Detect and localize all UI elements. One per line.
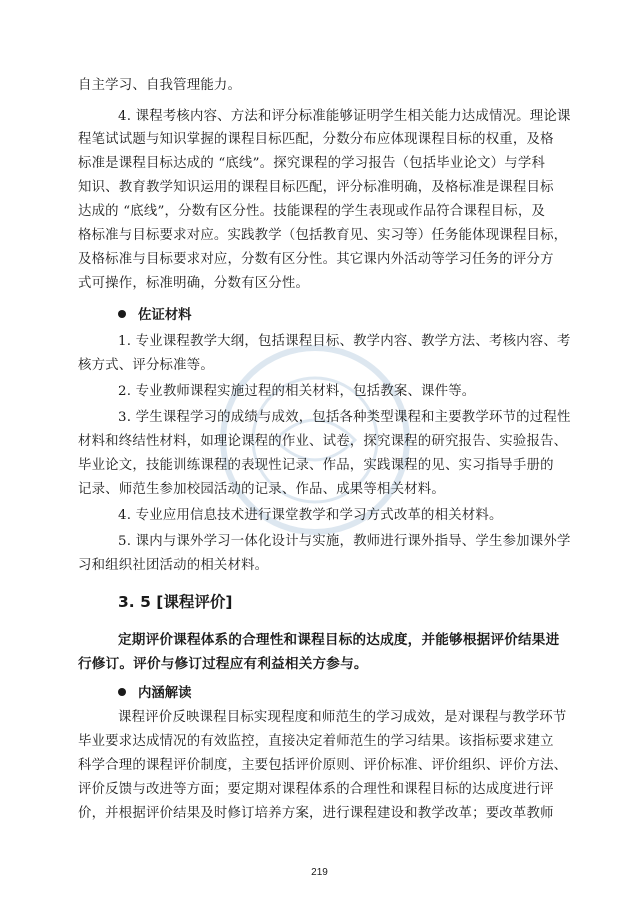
list-item: 2. 专业教师课程实施过程的相关材料，包括教案、课件等。 <box>118 384 476 399</box>
list-item: 5. 课内与课外学习一体化设计与实施，教师进行课外指导、学生参加课外学 <box>118 534 571 549</box>
text-line: 行修订。评价与修订过程应有利益相关方参与。 <box>78 656 368 672</box>
text-line: 定期评价课程体系的合理性和课程目标的达成度，并能够根据评价结果进 <box>118 632 560 648</box>
text-line: 习和组织社团活动的相关材料。 <box>78 558 269 573</box>
text-line: 记录、师范生参加校园活动的记录、作品、成果等相关材料。 <box>78 482 445 497</box>
text-line: 材料和终结性材料，如理论课程的作业、试卷，探究课程的研究报告、实验报告、 <box>78 434 568 449</box>
bullet-dot-icon <box>118 310 126 318</box>
text-line: 评价反馈与改进等方面；要定期对课程体系的合理性和课程目标的达成度进行评 <box>78 782 554 797</box>
text-line: 格标准与目标要求对应。实践教学（包括教育见、实习等）任务能体现课程目标， <box>78 228 568 243</box>
evidence-heading: 佐证材料 <box>118 305 192 325</box>
text-line: 课程评价反映课程目标实现程度和师范生的学习成效，是对课程与教学环节 <box>118 710 567 725</box>
text-line: 标准是课程目标达成的 “底线”。探究课程的学习报告（包括毕业论文）与学科 <box>78 156 546 171</box>
text-line: 式可操作，标准明确，分数有区分性。 <box>78 276 310 291</box>
text-line: 核方式、评分标准等。 <box>78 358 214 373</box>
text-line: 价，并根据评价结果及时修订培养方案，进行课程建设和教学改革；要改革教师 <box>78 806 554 821</box>
text-line: 及格标准与目标要求对应，分数有区分性。其它课内外活动等学习任务的评分方 <box>78 252 554 267</box>
text-line: 毕业论文，技能训练课程的表现性记录、作品，实践课程的见、实习指导手册的 <box>78 458 554 473</box>
text-line: 知识、教育教学知识运用的课程目标匹配，评分标准明确，及格标准是课程目标 <box>78 180 554 195</box>
text-line: 程笔试试题与知识掌握的课程目标匹配，分数分布应体现课程目标的权重，及格 <box>78 132 554 147</box>
bullet-dot-icon <box>118 688 126 696</box>
text-line: 科学合理的课程评价制度，主要包括评价原则、评价标准、评价组织、评价方法、 <box>78 758 568 773</box>
text-line: 4. 课程考核内容、方法和评分标准能够证明学生相关能力达成情况。理论课 <box>118 109 571 124</box>
text-line: 达成的 “底线”，分数有区分性。技能课程的学生表现或作品符合课程目标，及 <box>78 204 546 219</box>
list-item: 1. 专业课程教学大纲，包括课程目标、教学内容、教学方法、考核内容、考 <box>118 334 571 349</box>
page-number: 219 <box>311 867 328 878</box>
text-line: 自主学习、自我管理能力。 <box>78 78 242 93</box>
text-line: 毕业要求达成情况的有效监控，直接决定着师范生的学习结果。该指标要求建立 <box>78 734 554 749</box>
list-item: 3. 学生课程学习的成绩与成效，包括各种类型课程和主要教学环节的过程性 <box>118 410 571 425</box>
list-item: 4. 专业应用信息技术进行课堂教学和学习方式改革的相关材料。 <box>118 508 503 523</box>
section-title: 3. 5 [课程评价] <box>118 593 233 611</box>
interpretation-heading: 内涵解读 <box>118 683 192 703</box>
